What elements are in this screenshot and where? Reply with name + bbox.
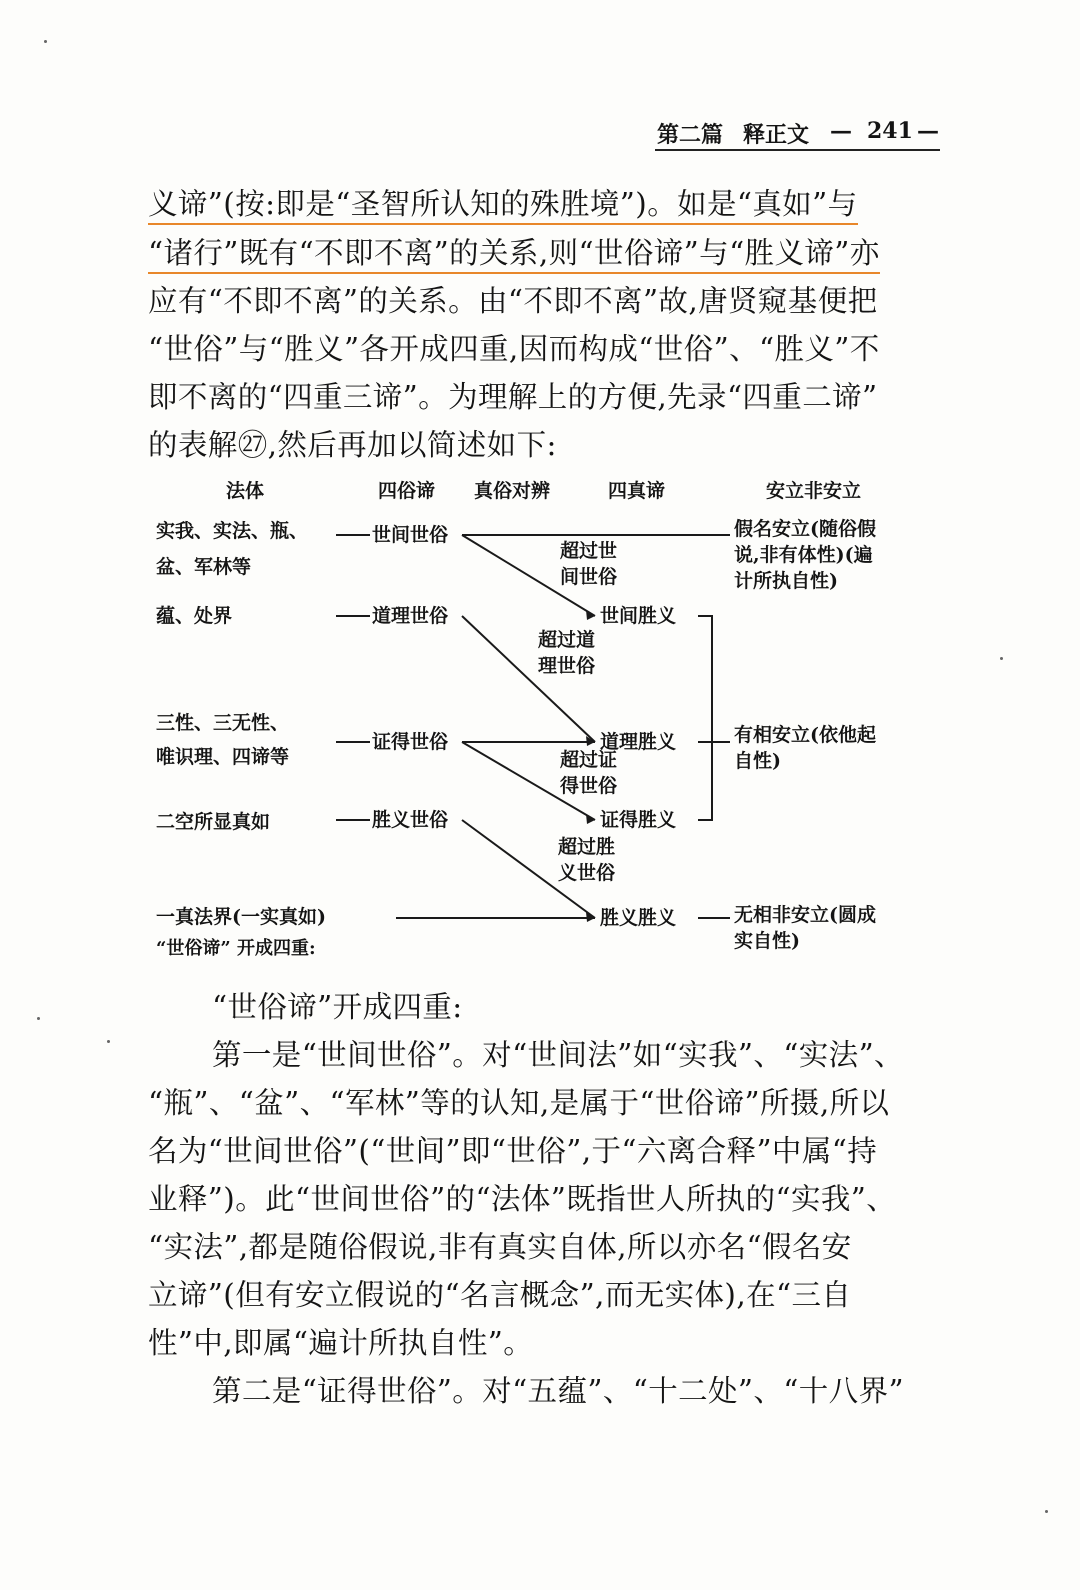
text-line: 应有“不即不离”的关系。由“不即不离”故,唐贤窥基便把 [148,284,878,318]
chaoguo-label: 超过道 [538,629,596,651]
text-line: “世俗谛”开成四重: [212,990,463,1024]
text-line: 性”中,即属“遍计所执自性”。 [148,1326,534,1360]
header-rule [655,149,940,151]
text-line: 立谛”(但有安立假说的“名言概念”,而无实体),在“三自 [148,1278,852,1312]
zhen-level: 证得胜义 [600,809,677,831]
zhen-level: 世间胜义 [600,605,677,627]
four-level-two-truths-diagram [140,470,940,970]
header-chapter: 释正文 [743,122,810,148]
anli-entry: 无相非安立(圆成 [734,904,876,926]
text-line: “世俗”与“胜义”各开成四重,因而构成“世俗”、“胜义”不 [148,332,880,366]
bracket-line [698,616,712,820]
fati-caption: “世俗谛” 开成四重: [156,938,316,959]
text-line: “瓶”、“盆”、“军林”等的认知,是属于“世俗谛”所摄,所以 [148,1086,890,1120]
fati-entry: 三性、三无性、 [156,712,290,734]
su-level: 世间世俗 [372,524,449,546]
text-line: 即不离的“四重三谛”。为理解上的方便,先录“四重二谛” [148,380,878,414]
fati-entry: 实我、实法、瓶、 [156,520,309,542]
zhen-level: 胜义胜义 [600,907,677,929]
text-line [148,183,938,225]
chaoguo-label: 义世俗 [558,862,616,884]
header-dash: — [830,118,852,144]
scan-speck [1000,657,1003,660]
text-line: 第二是“证得世俗”。对“五蕴”、“十二处”、“十八界” [212,1374,904,1408]
text-line: 第一是“世间世俗”。对“世间法”如“实我”、“实法”、 [212,1038,904,1072]
anli-entry: 假名安立(随俗假 [734,518,876,540]
chaoguo-label: 理世俗 [538,655,596,677]
text-line: 业释”)。此“世间世俗”的“法体”既指世人所执的“实我”、 [148,1182,897,1216]
header-sizhen: 四真谛 [608,480,666,502]
text-line: 的表解㉗,然后再加以简述如下: [148,428,557,462]
highlighted-text: 义谛”(按:即是“圣智所认知的殊胜境”)。如是“真如”与 [148,187,858,225]
running-header [655,116,940,152]
highlighted-text: “诸行”既有“不即不离”的关系,则“世俗谛”与“胜义谛”亦 [148,236,880,274]
anli-entry: 说,非有体性)(遍 [734,544,873,566]
su-level: 道理世俗 [372,605,449,627]
fati-entry: 二空所显真如 [156,811,271,833]
header-fati: 法体 [226,480,265,502]
fati-entry: 蕴、处界 [156,605,233,627]
chaoguo-label: 超过胜 [558,836,616,858]
text-line: “实法”,都是随俗假说,非有真实自体,所以亦名“假名安 [148,1230,852,1264]
zhen-level: 道理胜义 [600,731,677,753]
scan-speck [37,1017,40,1020]
su-level: 胜义世俗 [372,809,449,831]
anli-entry: 自性) [734,750,781,772]
anli-entry: 有相安立(依他起 [734,724,876,746]
anli-entry: 计所执自性) [734,570,838,592]
fati-entry: 盆、军林等 [156,556,252,578]
chaoguo-label: 得世俗 [560,775,618,797]
text-line: 名为“世间世俗”(“世间”即“世俗”,于“六离合释”中属“持 [148,1134,878,1168]
chaoguo-label: 超过证 [560,749,618,771]
fati-entry: 唯识理、四谛等 [156,746,290,768]
chaoguo-label: 超过世 [560,540,618,562]
header-duibian: 真俗对辨 [474,480,551,502]
anli-entry: 实自性) [734,930,800,952]
header-sisu: 四俗谛 [378,480,436,502]
header-anli: 安立非安立 [766,480,862,502]
scan-speck [107,1040,110,1043]
text-line [148,232,938,274]
header-dash: — [917,118,939,144]
header-part: 第二篇 [657,122,724,148]
scan-speck [44,40,47,43]
scan-speck [1045,1510,1048,1513]
page-number: 241 [867,118,913,144]
chaoguo-label: 间世俗 [560,566,618,588]
fati-entry: 一真法界(一实真如) [156,906,326,928]
su-level: 证得世俗 [372,731,449,753]
